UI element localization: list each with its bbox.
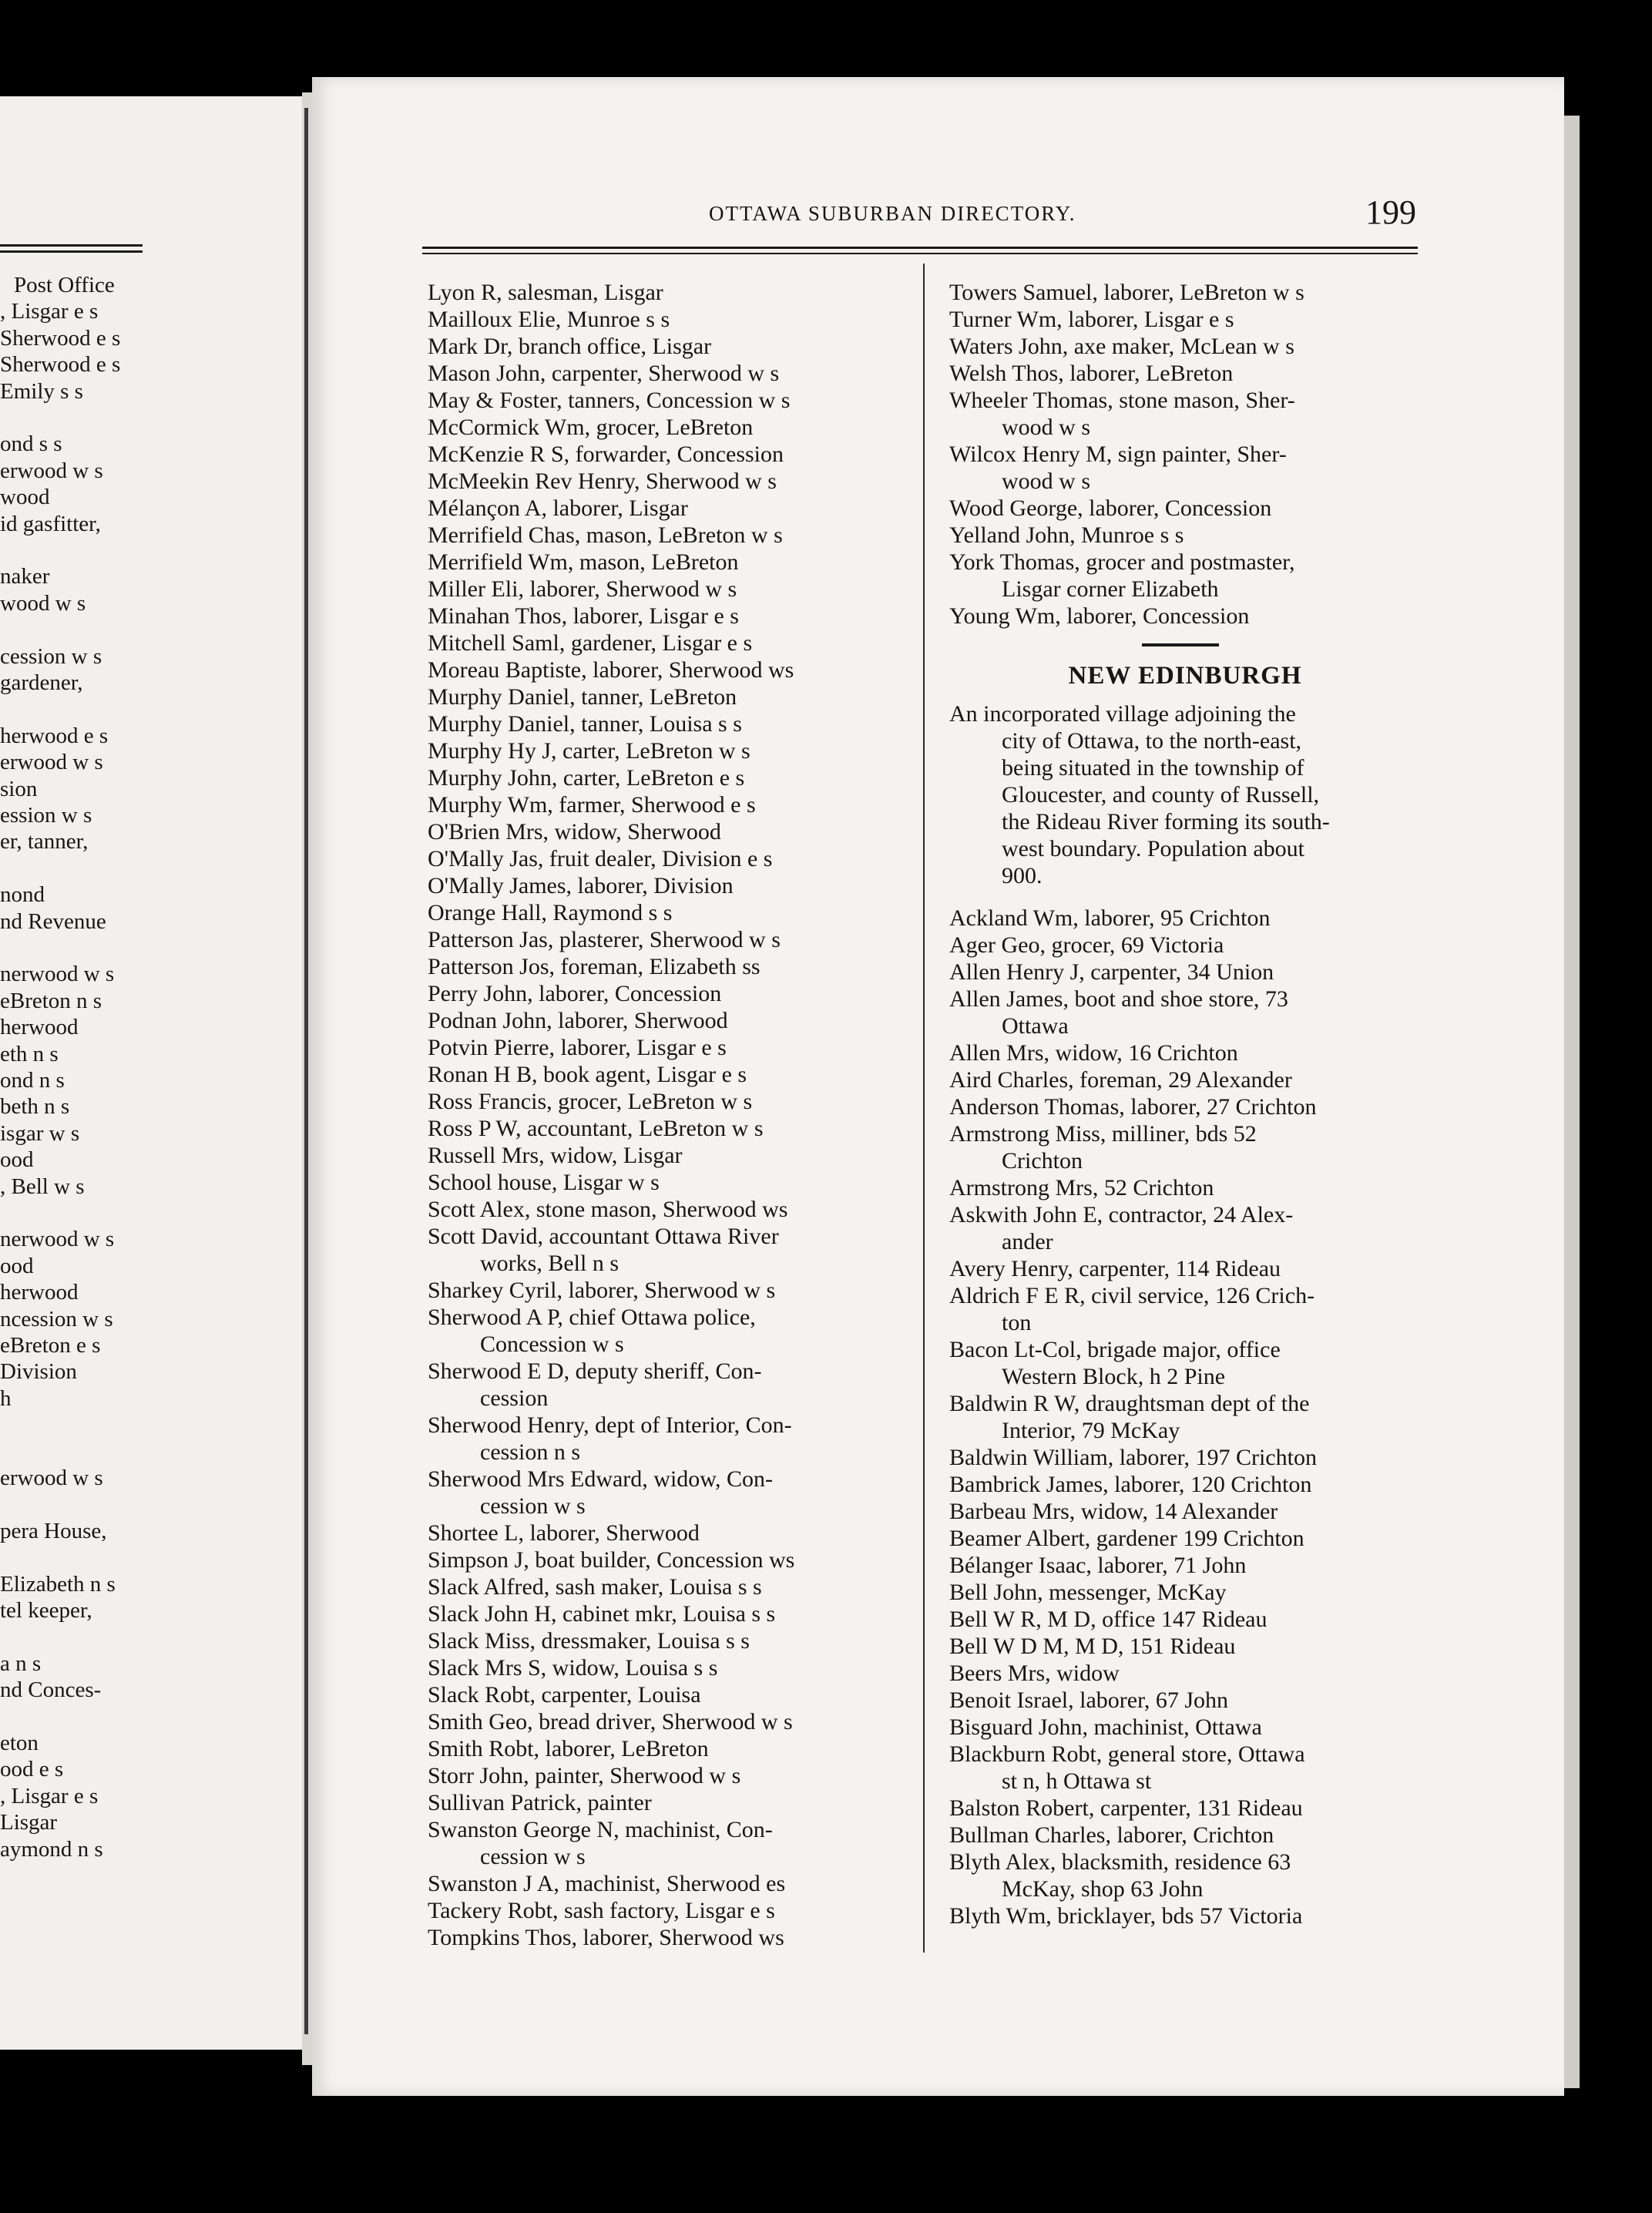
directory-entry: Sherwood E D, deputy sheriff, Con- [428, 1358, 762, 1384]
directory-entry: Mark Dr, branch office, Lisgar [428, 334, 712, 359]
left-page-rule [0, 244, 143, 247]
directory-entry: Waters John, axe maker, McLean w s [949, 334, 1294, 359]
left-page-line: Sherwood e s [0, 352, 121, 378]
directory-entry: Bell W D M, M D, 151 Rideau [949, 1634, 1236, 1659]
directory-entry: Potvin Pierre, laborer, Lisgar e s [428, 1035, 727, 1060]
directory-entry: Smith Geo, bread driver, Sherwood w s [428, 1709, 793, 1734]
directory-entry: Slack Mrs S, widow, Louisa s s [428, 1655, 718, 1681]
gutter-shadow [304, 108, 308, 2034]
directory-entry: Slack Robt, carpenter, Louisa [428, 1682, 701, 1708]
left-page-line: ncession w s [0, 1306, 113, 1331]
left-page-line: eton [0, 1731, 39, 1755]
left-page-rule [0, 250, 143, 253]
left-page-line: cession w s [0, 643, 102, 669]
directory-entry: Sherwood Henry, dept of Interior, Con- [428, 1412, 792, 1438]
left-page-line: gardener, [0, 670, 83, 695]
directory-entry: Beamer Albert, gardener 199 Crichton [949, 1526, 1304, 1551]
directory-entry: Bullman Charles, laborer, Crichton [949, 1822, 1274, 1848]
directory-entry: Storr John, painter, Sherwood w s [428, 1763, 741, 1788]
left-page-line: id gasfitter, [0, 511, 101, 536]
section-heading: NEW EDINBURGH [1068, 662, 1302, 690]
directory-entry: Ackland Wm, laborer, 95 Crichton [949, 905, 1271, 931]
left-page-line: ood e s [0, 1757, 64, 1782]
directory-entry: Shortee L, laborer, Sherwood [428, 1520, 700, 1546]
directory-entry: O'Mally James, laborer, Division [428, 873, 734, 898]
directory-entry: Ross Francis, grocer, LeBreton w s [428, 1089, 753, 1114]
entry-continuation: st n, h Ottawa st [1002, 1768, 1152, 1794]
directory-entry: Young Wm, laborer, Concession [949, 603, 1250, 629]
directory-entry: Barbeau Mrs, widow, 14 Alexander [949, 1499, 1278, 1524]
directory-entry: O'Mally Jas, fruit dealer, Division e s [428, 846, 773, 871]
directory-entry: Askwith John E, contractor, 24 Alex- [949, 1202, 1294, 1227]
directory-entry: Orange Hall, Raymond s s [428, 900, 673, 925]
section-rule [1142, 643, 1219, 646]
entry-continuation: Lisgar corner Elizabeth [1002, 576, 1219, 602]
entry-continuation: Gloucester, and county of Russell, [1002, 782, 1320, 808]
left-page-line: naker [0, 564, 50, 589]
left-page-line: ood [0, 1253, 34, 1278]
directory-entry: Murphy Daniel, tanner, Louisa s s [428, 711, 742, 737]
directory-entry: Wood George, laborer, Concession [949, 495, 1272, 521]
directory-entry: Bambrick James, laborer, 120 Crichton [949, 1472, 1312, 1497]
directory-entry: Allen Mrs, widow, 16 Crichton [949, 1040, 1238, 1066]
left-page-line: Division [0, 1359, 77, 1385]
directory-entry: Beers Mrs, widow [949, 1661, 1120, 1686]
directory-entry: Merrifield Chas, mason, LeBreton w s [428, 522, 783, 548]
directory-entry: Blyth Alex, blacksmith, residence 63 [949, 1849, 1291, 1875]
left-page-line: wood [0, 485, 50, 510]
left-page-line: sion [0, 776, 38, 801]
left-page-line: pera House, [0, 1518, 107, 1543]
directory-entry: Sherwood Mrs Edward, widow, Con- [428, 1466, 774, 1492]
left-page-line: nond [0, 882, 45, 908]
entry-continuation: Ottawa [1002, 1013, 1069, 1039]
left-page-line: eBreton n s [0, 988, 102, 1013]
entry-continuation: 900. [1002, 863, 1043, 888]
left-page-line: Lisgar [0, 1810, 58, 1835]
directory-entry: Slack Alfred, sash maker, Louisa s s [428, 1574, 762, 1600]
directory-entry: Simpson J, boat builder, Concession ws [428, 1547, 795, 1573]
left-page-line: herwood [0, 1015, 79, 1040]
entry-continuation: wood w s [1002, 468, 1091, 494]
directory-entry: Anderson Thomas, laborer, 27 Crichton [949, 1094, 1317, 1120]
directory-entry: Smith Robt, laborer, LeBreton [428, 1736, 709, 1761]
left-page-line: er, tanner, [0, 829, 89, 855]
directory-entry: An incorporated village adjoining the [949, 701, 1296, 727]
left-page-line: beth n s [0, 1094, 70, 1120]
directory-entry: O'Brien Mrs, widow, Sherwood [428, 819, 721, 845]
left-page-line: nd Revenue [0, 908, 106, 934]
left-page-line: isgar w s [0, 1120, 80, 1146]
entry-continuation: Crichton [1002, 1148, 1083, 1174]
directory-entry: Avery Henry, carpenter, 114 Rideau [949, 1256, 1281, 1281]
directory-entry: Scott David, accountant Ottawa River [428, 1224, 779, 1249]
left-page-line: erwood w s [0, 750, 103, 775]
directory-entry: Mason John, carpenter, Sherwood w s [428, 361, 780, 386]
page-number: 199 [1365, 193, 1416, 231]
directory-entry: Patterson Jas, plasterer, Sherwood w s [428, 927, 781, 952]
directory-entry: Armstrong Miss, milliner, bds 52 [949, 1121, 1257, 1147]
header-rule [422, 247, 1418, 249]
left-page-line: ond n s [0, 1068, 65, 1093]
directory-entry: Bélanger Isaac, laborer, 71 John [949, 1553, 1247, 1578]
left-page-line: Post Office [14, 273, 115, 297]
directory-entry: Allen James, boot and shoe store, 73 [949, 986, 1288, 1012]
directory-entry: Mélançon A, laborer, Lisgar [428, 495, 688, 521]
directory-entry: Wheeler Thomas, stone mason, Sher- [949, 388, 1295, 413]
directory-entry: Bacon Lt-Col, brigade major, office [949, 1337, 1281, 1362]
directory-entry: Armstrong Mrs, 52 Crichton [949, 1175, 1214, 1201]
directory-entry: Sherwood A P, chief Ottawa police, [428, 1305, 756, 1330]
left-page-line: Elizabeth n s [0, 1571, 116, 1597]
left-page-line: erwood w s [0, 1466, 103, 1490]
left-page-line: h [0, 1385, 12, 1411]
entry-continuation: being situated in the township of [1002, 755, 1304, 781]
entry-continuation: ander [1002, 1229, 1053, 1254]
entry-continuation: Concession w s [480, 1331, 624, 1357]
entry-continuation: works, Bell n s [480, 1251, 619, 1276]
directory-entry: Blyth Wm, bricklayer, bds 57 Victoria [949, 1903, 1303, 1929]
directory-entry: Tackery Robt, sash factory, Lisgar e s [428, 1898, 775, 1923]
left-page-line: eBreton e s [0, 1333, 101, 1358]
directory-entry: Ross P W, accountant, LeBreton w s [428, 1116, 764, 1141]
directory-entry: Turner Wm, laborer, Lisgar e s [949, 307, 1234, 332]
left-page-line: Emily s s [0, 378, 83, 404]
directory-entry: Ager Geo, grocer, 69 Victoria [949, 932, 1224, 958]
left-page-line: nd Conces- [0, 1677, 102, 1703]
entry-continuation: cession [480, 1385, 549, 1411]
left-page-line: erwood w s [0, 458, 103, 483]
entry-continuation: ton [1002, 1310, 1032, 1335]
entry-continuation: cession n s [480, 1439, 580, 1465]
entry-continuation: west boundary. Population about [1002, 836, 1305, 861]
entry-continuation: city of Ottawa, to the north-east, [1002, 728, 1302, 754]
directory-entry: Podnan John, laborer, Sherwood [428, 1008, 728, 1033]
directory-entry: Slack John H, cabinet mkr, Louisa s s [428, 1601, 776, 1627]
directory-entry: Sharkey Cyril, laborer, Sherwood w s [428, 1278, 776, 1303]
directory-entry: Tompkins Thos, laborer, Sherwood ws [428, 1925, 784, 1950]
directory-entry: Allen Henry J, carpenter, 34 Union [949, 959, 1274, 985]
left-page-line: , Bell w s [0, 1174, 85, 1199]
directory-entry: Patterson Jos, foreman, Elizabeth ss [428, 954, 761, 979]
directory-entry: Wilcox Henry M, sign painter, Sher- [949, 442, 1287, 467]
directory-entry: Murphy Daniel, tanner, LeBreton [428, 684, 737, 710]
directory-entry: Miller Eli, laborer, Sherwood w s [428, 576, 737, 602]
left-page-line: , Lisgar e s [0, 1783, 99, 1808]
directory-entry: Welsh Thos, laborer, LeBreton [949, 361, 1234, 386]
directory-entry: Murphy Wm, farmer, Sherwood e s [428, 792, 756, 818]
directory-entry: Slack Miss, dressmaker, Louisa s s [428, 1628, 750, 1654]
directory-entry: Aird Charles, foreman, 29 Alexander [949, 1067, 1292, 1093]
left-page-line: tel keeper, [0, 1598, 92, 1623]
directory-entry: Murphy John, carter, LeBreton e s [428, 765, 745, 791]
directory-entry: Merrifield Wm, mason, LeBreton [428, 549, 739, 575]
directory-entry: Mailloux Elie, Munroe s s [428, 307, 670, 332]
left-page-line: nerwood w s [0, 1227, 115, 1252]
left-page-line: aymond n s [0, 1836, 103, 1862]
directory-entry: Aldrich F E R, civil service, 126 Crich- [949, 1283, 1315, 1308]
directory-entry: Scott Alex, stone mason, Sherwood ws [428, 1197, 788, 1222]
directory-entry: Mitchell Saml, gardener, Lisgar e s [428, 630, 753, 656]
entry-continuation: Western Block, h 2 Pine [1002, 1364, 1226, 1389]
directory-entry: Murphy Hy J, carter, LeBreton w s [428, 738, 750, 764]
directory-entry: Perry John, laborer, Concession [428, 981, 722, 1006]
left-page-line: eth n s [0, 1041, 59, 1066]
entry-continuation: cession w s [480, 1844, 586, 1869]
column-divider [923, 264, 925, 1953]
left-page-line: nerwood w s [0, 962, 115, 987]
entry-continuation: cession w s [480, 1493, 586, 1519]
header-rule-thin [422, 253, 1418, 254]
directory-entry: Balston Robert, carpenter, 131 Rideau [949, 1795, 1303, 1821]
directory-entry: Minahan Thos, laborer, Lisgar e s [428, 603, 739, 629]
directory-entry: Benoit Israel, laborer, 67 John [949, 1687, 1229, 1713]
directory-entry: Lyon R, salesman, Lisgar [428, 280, 663, 305]
left-page-line: a n s [0, 1651, 42, 1676]
previous-page-fragment [0, 96, 305, 2050]
directory-entry: Baldwin R W, draughtsman dept of the [949, 1391, 1310, 1416]
directory-entry: Swanston George N, machinist, Con- [428, 1817, 773, 1842]
directory-entry: Towers Samuel, laborer, LeBreton w s [949, 280, 1304, 305]
left-page-line: , Lisgar e s [0, 299, 99, 324]
directory-entry: York Thomas, grocer and postmaster, [949, 549, 1295, 575]
left-page-line: Sherwood e s [0, 325, 121, 351]
directory-entry: McMeekin Rev Henry, Sherwood w s [428, 468, 777, 494]
directory-entry: McCormick Wm, grocer, LeBreton [428, 415, 754, 440]
directory-entry: Sullivan Patrick, painter [428, 1790, 652, 1815]
running-head: OTTAWA SUBURBAN DIRECTORY. [709, 202, 1076, 225]
left-page-line: herwood [0, 1280, 79, 1305]
directory-entry: Swanston J A, machinist, Sherwood es [428, 1871, 786, 1896]
directory-entry: Bell John, messenger, McKay [949, 1580, 1227, 1605]
directory-entry: Baldwin William, laborer, 197 Crichton [949, 1445, 1317, 1470]
directory-entry: Bisguard John, machinist, Ottawa [949, 1714, 1262, 1740]
directory-entry: Blackburn Robt, general store, Ottawa [949, 1741, 1305, 1767]
directory-entry: School house, Lisgar w s [428, 1170, 660, 1195]
left-page-line: ood [0, 1147, 34, 1173]
directory-entry: May & Foster, tanners, Concession w s [428, 388, 791, 413]
entry-continuation: the Rideau River forming its south- [1002, 809, 1330, 834]
left-page-line: herwood e s [0, 723, 109, 748]
directory-entry: Ronan H B, book agent, Lisgar e s [428, 1062, 747, 1087]
directory-entry: Yelland John, Munroe s s [949, 522, 1184, 548]
left-page-line: wood w s [0, 590, 86, 616]
entry-continuation: Interior, 79 McKay [1002, 1418, 1180, 1443]
left-page-line: ond s s [0, 432, 62, 457]
left-page-line: ession w s [0, 803, 92, 828]
page-edge [1564, 116, 1580, 2088]
directory-entry: McKenzie R S, forwarder, Concession [428, 442, 784, 467]
directory-entry: Moreau Baptiste, laborer, Sherwood ws [428, 657, 794, 683]
directory-entry: Russell Mrs, widow, Lisgar [428, 1143, 683, 1168]
entry-continuation: McKay, shop 63 John [1002, 1876, 1204, 1902]
directory-entry: Bell W R, M D, office 147 Rideau [949, 1607, 1268, 1632]
entry-continuation: wood w s [1002, 415, 1091, 440]
